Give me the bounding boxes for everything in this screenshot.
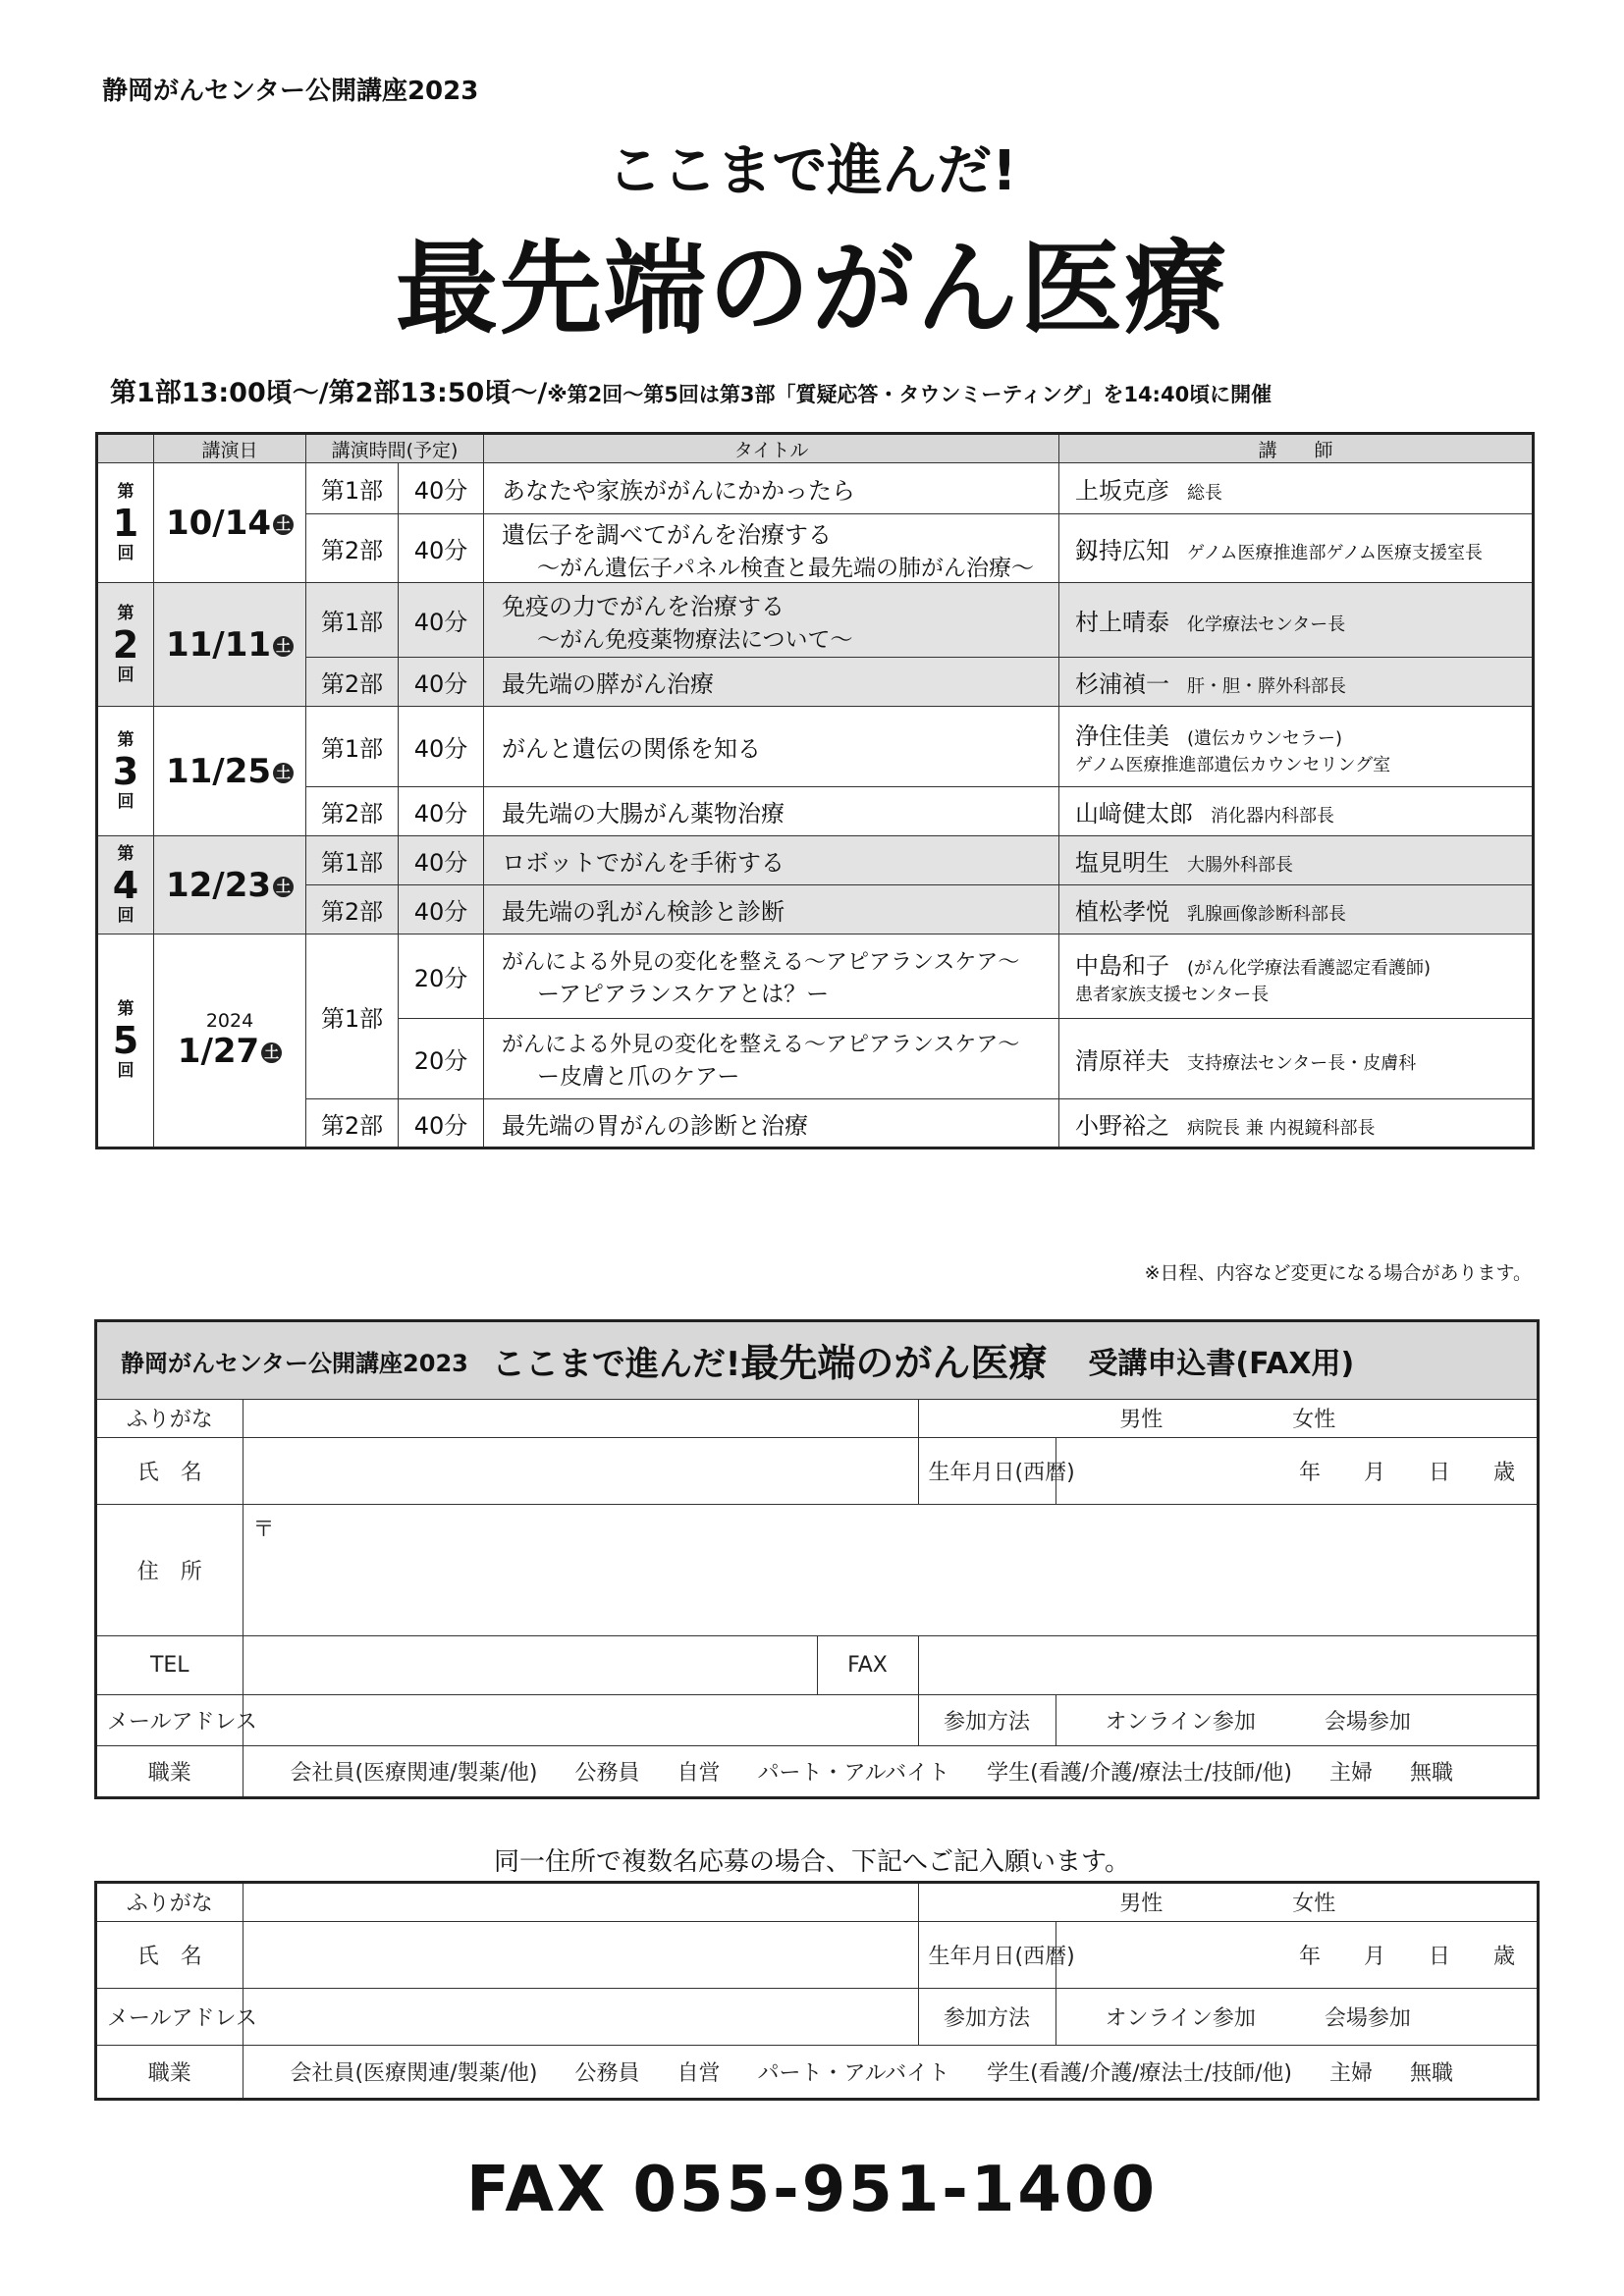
job-option[interactable]: 学生(看護/介護/療法士/技師/他) [987,1760,1292,1786]
email-field[interactable] [243,1694,918,1745]
session-number-suffix: 回 [117,543,135,563]
session-date-value: 1/27 [177,1032,260,1071]
lecturer-name: 浄住佳美 [1075,722,1170,750]
lecture-row [97,707,1534,787]
lecture-row [97,836,1534,885]
session-number-suffix: 回 [117,1061,135,1081]
lecture-row [97,658,1534,707]
schedule-line [110,371,1524,409]
lecture-title [484,836,1059,885]
lecture-title-main: 免疫の力でがんを治療する [502,592,785,620]
name-label: 氏 名 [97,1437,243,1504]
organizer-title: 静岡がんセンター公開講座2023 [102,77,479,106]
lecture-title-main: 最先端の大腸がん薬物治療 [502,800,785,828]
venue-option[interactable]: 会場参加 [1324,1709,1411,1735]
job-option[interactable]: 自営 [677,1760,721,1786]
saturday-icon: 土 [273,636,294,657]
saturday-icon: 土 [273,877,294,897]
part-label: 第2部 [306,1099,399,1148]
lecturer-role: 総長 [1187,483,1223,504]
session-year: 2024 [205,1010,254,1032]
schedule-note: ※第2回〜第5回は第3部「質疑応答・タウンミーティング」を14:40頃に開催 [547,383,1272,406]
lecturer [1059,514,1534,583]
saturday-icon: 土 [261,1042,282,1063]
form-row-email [97,1694,1537,1745]
job-option[interactable]: 会社員(医療関連/製薬/他) [290,1760,538,1786]
lecturer-department: 患者家族支援センター長 [1075,985,1270,1005]
lecturer-name: 村上晴泰 [1075,609,1170,636]
lecturer-role: 病院長 兼 内視鏡科部長 [1187,1117,1376,1139]
lecture-title [484,1019,1059,1099]
form2-row-name [97,1921,1537,1988]
lecturer-department: ゲノム医療推進部遺伝カウンセリング室 [1075,755,1391,775]
lecture-title-main: あなたや家族ががんにかかったら [502,477,856,505]
lecturer-name: 山﨑健太郎 [1075,800,1194,828]
form2-table [97,1884,1537,2098]
session-number-prefix: 第 [117,603,135,623]
online-option[interactable]: オンライン参加 [1105,2005,1256,2031]
form-row-furigana [97,1400,1537,1437]
gender-field[interactable]: 男性 女性 [918,1400,1537,1437]
lecture-row [97,583,1534,658]
birth-label: 生年月日(西暦) [918,1921,1056,1988]
additional-applicant-note: 同一住所で複数名応募の場合、下記へご記入願います。 [494,1847,1130,1877]
lecturer [1059,1019,1534,1099]
session-number-value: 4 [112,863,139,907]
join-method-label: 参加方法 [918,1694,1056,1745]
lecturer [1059,1099,1534,1148]
session-date-value: 10/14 [165,503,272,543]
tel-label: TEL [97,1635,243,1694]
form2-row-email [97,1988,1537,2045]
fax-field[interactable] [918,1635,1537,1694]
session-number [97,463,154,583]
job-label: 職業 [97,1745,243,1796]
email-field[interactable] [243,1988,918,2045]
header-time: 講演時間(予定) [306,434,484,463]
join-method-options [1056,1694,1537,1745]
lecture-table-header [97,434,1534,463]
lecture-title [484,658,1059,707]
birth-field[interactable]: 年 月 日 歳 [1056,1437,1537,1504]
duration: 40分 [399,1099,484,1148]
form-header-title2: 最先端のがん医療 [740,1342,1048,1386]
lecture-title-main: ロボットでがんを手術する [502,849,785,877]
session-number-value: 2 [112,622,139,667]
additional-applicant-form [94,1881,1540,2101]
job-option[interactable]: 無職 [1409,2060,1453,2086]
session-number [97,934,154,1148]
session-date-value: 11/25 [165,751,272,791]
gender-field[interactable]: 男性 女性 [918,1884,1537,1921]
lecture-row [97,463,1534,514]
form-row-name [97,1437,1537,1504]
form-header-title3: 受講申込書(FAX用) [1088,1347,1355,1381]
session-date [154,934,306,1148]
lecture-title-sub: ーアピアランスケアとは？ー [537,981,830,1007]
lecturer-role: 乳腺画像診断科部長 [1187,904,1347,925]
session-number-suffix: 回 [117,665,135,685]
form-row-job [97,1745,1537,1796]
part-label: 第1部 [306,836,399,885]
lecturer [1059,836,1534,885]
session-number-prefix: 第 [117,843,135,864]
email-label: メールアドレス [97,1694,243,1745]
session-date-value: 12/23 [165,865,272,905]
form-table [97,1400,1537,1796]
lecturer-role: 肝・胆・膵外科部長 [1187,676,1347,697]
lecturer-role: (遺伝カウンセラー) [1187,728,1343,749]
session-number-prefix: 第 [117,729,135,750]
part-label: 第2部 [306,787,399,836]
form-row-phone [97,1635,1537,1694]
session-number-value: 5 [112,1019,139,1062]
session-number-suffix: 回 [117,791,135,812]
name-field[interactable] [243,1921,918,1988]
job-option[interactable]: 主婦 [1328,1760,1373,1786]
lecturer [1059,583,1534,658]
lecturer-role: (がん化学療法看護認定看護師) [1187,958,1432,979]
job-option[interactable]: パート・アルバイト [757,2060,950,2086]
lecturer-role: 化学療法センター長 [1187,614,1346,635]
lecture-title-main: がんと遺伝の関係を知る [502,735,762,763]
session-date [154,707,306,836]
duration: 40分 [399,463,484,514]
online-option[interactable]: オンライン参加 [1105,1709,1256,1735]
job-option[interactable]: 会社員(医療関連/製薬/他) [290,2060,538,2086]
job-options [243,1745,1537,1796]
lecturer-name: 杉浦禎一 [1075,670,1170,698]
form2-row-furigana [97,1884,1537,1921]
lecturer [1059,707,1534,787]
lecture-title-main: 遺伝子を調べてがんを治療する [502,520,833,549]
lecture-title-main: がんによる外見の変化を整える〜アピアランスケア〜 [502,1032,1020,1057]
lecture-title [484,463,1059,514]
job-option[interactable]: 主婦 [1328,2060,1373,2086]
form-row-address [97,1504,1537,1635]
part-label: 第1部 [306,463,399,514]
lecture-title-sub: ー皮膚と爪のケアー [537,1063,740,1090]
job-label: 職業 [97,2045,243,2098]
job-option[interactable]: 公務員 [574,1760,640,1786]
furigana-label: ふりがな [97,1400,243,1437]
job-option[interactable]: 自営 [677,2060,721,2086]
session-date [154,463,306,583]
birth-field[interactable]: 年 月 日 歳 [1056,1921,1537,1988]
birth-label: 生年月日(西暦) [918,1437,1056,1504]
lecturer-name: 中島和子 [1075,952,1170,980]
lecturer [1059,463,1534,514]
part-label: 第2部 [306,885,399,934]
form-header-title1: ここまで進んだ! [491,1344,741,1384]
lecturer-name: 塩見明生 [1075,849,1170,877]
lecture-title-sub: 〜がん遺伝子パネル検査と最先端の肺がん治療〜 [537,555,1035,581]
part-label: 第1部 [306,934,399,1099]
lecture-row [97,787,1534,836]
session-date-value: 11/11 [165,624,272,665]
schedule-times: 第1部13:00頃〜/第2部13:50頃〜/ [110,378,548,408]
header-lecturer: 講 師 [1059,434,1534,463]
duration: 40分 [399,836,484,885]
lecture-title [484,885,1059,934]
saturday-icon: 土 [273,763,294,783]
form-header [97,1322,1537,1400]
furigana-label: ふりがな [97,1884,243,1921]
duration: 20分 [399,934,484,1019]
lecturer-name: 清原祥夫 [1075,1047,1170,1075]
lecture-table [95,432,1535,1149]
session-date [154,836,306,934]
lecturer-name: 小野裕之 [1075,1111,1170,1140]
lecture-title [484,787,1059,836]
lecture-title [484,583,1059,658]
lecture-row [97,934,1534,1019]
session-number-value: 3 [112,749,139,793]
name-label: 氏 名 [97,1921,243,1988]
lecture-title-sub: 〜がん免疫薬物療法について〜 [537,626,853,653]
address-label: 住 所 [97,1504,243,1635]
lecturer-role: 消化器内科部長 [1211,806,1335,827]
main-title-line2: 最先端のがん医療 [395,229,1228,348]
form2-row-job [97,2045,1537,2098]
lecturer-name: 植松孝悦 [1075,898,1170,926]
part-label: 第2部 [306,514,399,583]
lecture-row [97,1099,1534,1148]
fax-label: FAX [817,1635,918,1694]
session-number [97,836,154,934]
footnote: ※日程、内容など変更になる場合があります。 [1144,1262,1532,1284]
lecturer-role: ゲノム医療推進部ゲノム医療支援室長 [1187,543,1483,563]
job-option[interactable]: 公務員 [574,2060,640,2086]
job-options [243,2045,1537,2098]
lecture-title-main: 最先端の乳がん検診と診断 [502,898,785,926]
lecture-title-main: 最先端の胃がんの診断と治療 [502,1111,809,1140]
furigana-field[interactable] [243,1884,918,1921]
part-label: 第2部 [306,658,399,707]
lecturer-name: 上坂克彦 [1075,477,1170,505]
lecturer [1059,787,1534,836]
join-method-options [1056,1988,1537,2045]
session-number [97,707,154,836]
duration: 40分 [399,787,484,836]
session-number-prefix: 第 [117,999,135,1019]
session-number-suffix: 回 [117,905,135,926]
venue-option[interactable]: 会場参加 [1324,2005,1411,2031]
duration: 40分 [399,885,484,934]
lecture-title-main: 最先端の膵がん治療 [502,670,715,698]
join-method-label: 参加方法 [918,1988,1056,2045]
lecture-row [97,514,1534,583]
lecture-title [484,1099,1059,1148]
address-field[interactable]: 〒 [243,1504,1537,1635]
session-date [154,583,306,707]
session-number-prefix: 第 [117,481,135,502]
header-title: タイトル [484,434,1059,463]
lecturer [1059,885,1534,934]
lecture-row [97,885,1534,934]
form-header-org: 静岡がんセンター公開講座2023 [121,1349,468,1377]
fax-number: FAX 055-951-1400 [466,2154,1158,2226]
lecture-title-main: がんによる外見の変化を整える〜アピアランスケア〜 [502,949,1020,975]
session-number [97,583,154,707]
lecture-title [484,707,1059,787]
lecture-title [484,934,1059,1019]
lecturer [1059,658,1534,707]
email-label: メールアドレス [97,1988,243,2045]
job-option[interactable]: 学生(看護/介護/療法士/技師/他) [987,2060,1292,2086]
name-field[interactable] [243,1437,918,1504]
lecturer [1059,934,1534,1019]
lecturer-name: 釼持広知 [1075,537,1170,564]
main-title-line1: ここまで進んだ! [607,139,1017,203]
lecturer-role: 支持療法センター長・皮膚科 [1187,1053,1417,1074]
part-label: 第1部 [306,583,399,658]
duration: 40分 [399,583,484,658]
tel-field[interactable] [243,1635,817,1694]
lecture-title [484,514,1059,583]
part-label: 第1部 [306,707,399,787]
application-form [94,1319,1540,1799]
job-option[interactable]: 無職 [1409,1760,1453,1786]
lecturer-role: 大腸外科部長 [1187,855,1294,876]
furigana-field[interactable] [243,1400,918,1437]
duration: 40分 [399,658,484,707]
duration: 20分 [399,1019,484,1099]
job-option[interactable]: パート・アルバイト [757,1760,950,1786]
header-date: 講演日 [154,434,306,463]
duration: 40分 [399,707,484,787]
duration: 40分 [399,514,484,583]
session-number-value: 1 [112,501,139,545]
header-blank [97,434,154,463]
saturday-icon: 土 [273,514,294,535]
